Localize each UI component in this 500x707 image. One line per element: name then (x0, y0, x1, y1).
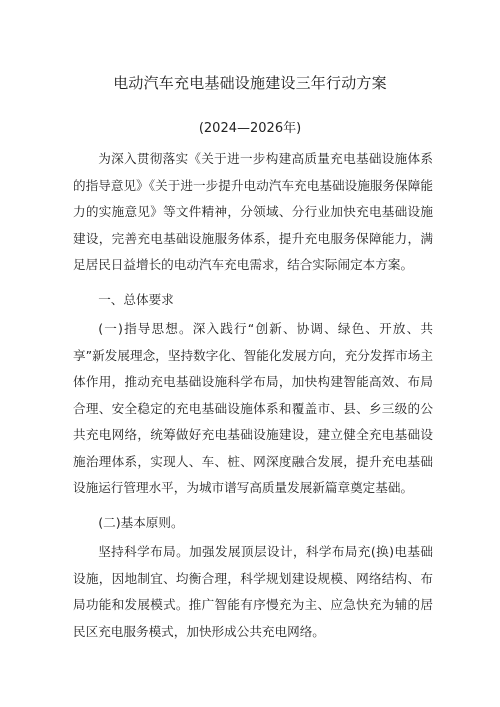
guiding-thought-paragraph: (一)指导思想。深入践行“创新、协调、绿色、开放、共享”新发展理念，坚持数字化、智能化发展方向，充分发挥市场主体作用，推动充电基础设施科学布局，加快构建智能高效、布局合理、安全稳定的充电基础设施体系和覆盖市、县、乡三级的公共充电网络，统筹做好充电基础设施建设，建立健全充电基础设施治理体系，实现人、车、桩、网深度融合发展，提升充电基础设施运行管理水平，为城市谱写高质量发展新篇章奠定基础。 (73, 321, 433, 495)
section-heading-overall-requirements: 一、总体要求 (98, 292, 174, 307)
principle-scientific-layout-paragraph: 坚持科学布局。加强发展顶层设计，科学布局充(换)电基础设施，因地制宜、均衡合理，科学规划建设规模、网络结构、布局功能和发展模式。推广智能有序慢充为主、应急快充为辅的居民区充电服务模式，加快形成公共充电网络。 (73, 544, 433, 639)
document-title: 电动汽车充电基础设施建设三年行动方案 (113, 74, 387, 92)
basic-principles-heading: (二)基本原则。 (98, 515, 184, 530)
document-subtitle: (2024—2026年) (198, 121, 302, 136)
intro-paragraph: 为深入贯彻落实《关于进一步构建高质量充电基础设施体系的指导意见》《关于进一步提升电动汽车充电基础设施服务保障能力的实施意见》等文件精神，分领域、分行业加快充电基础设施建设，完善充电基础设施服务体系，提升充电服务保障能力，满足居民日益增长的电动汽车充电需求，结合实际闹定本方案。 (73, 151, 433, 272)
